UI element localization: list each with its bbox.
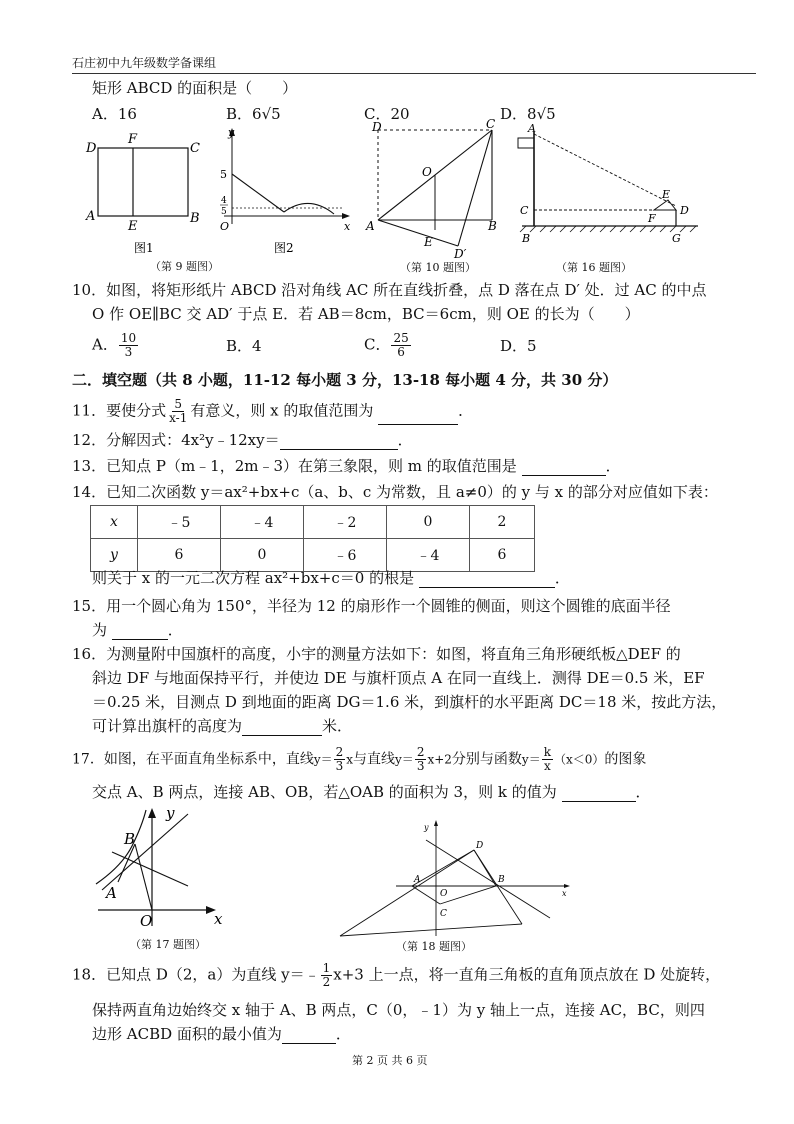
- q14-text: 14．已知二次函数 y＝ax²+bx+c（a、b、c 为常数，且 a≠0）的 y 与 x 的部分对应值如下表：: [72, 483, 718, 501]
- fig16-label-c: C: [520, 204, 529, 217]
- q17-answer-blank: [562, 785, 636, 802]
- fig2-label-o: O: [220, 220, 230, 233]
- fig17-caption: （第 17 题图）: [130, 938, 206, 951]
- fig18-label-b: B: [498, 875, 505, 885]
- q10-line1: 10．如图，将矩形纸片 ABCD 沿对角线 AC 所在直线折叠，点 D 落在点 D′ 处．过 AC 的中点: [72, 281, 707, 299]
- fig10-label-e: E: [424, 235, 433, 249]
- fig16-label-d: D: [680, 204, 689, 217]
- header-rule: [72, 73, 756, 74]
- figure-10: [362, 118, 512, 260]
- fig10-label-b: B: [488, 219, 497, 233]
- table-row: x ﹣5 ﹣4 ﹣2 0 2: [91, 506, 535, 539]
- fig1-label-d: D: [86, 141, 97, 156]
- fig2-name: 图2: [274, 241, 294, 255]
- fig10-caption: （第 10 题图）: [400, 261, 476, 274]
- fig16-label-b: B: [522, 232, 531, 245]
- q9-stem: 矩形 ABCD 的面积是（ ）: [92, 79, 298, 97]
- q10-line2: O 作 OE∥BC 交 AD′ 于点 E．若 AB＝8cm，BC＝6cm，则 OE 的长为（ ）: [92, 305, 640, 323]
- fig17-label-o: O: [140, 912, 153, 930]
- q16-line3: ＝0.25 米，目测点 D 到地面的距离 DG＝1.6 米，到旗杆的水平距离 DC＝18 米，按此方法，: [92, 693, 727, 711]
- q15-answer-blank: [112, 623, 168, 640]
- page-footer: 第 2 页 共 6 页: [352, 1054, 428, 1067]
- q9-opt-c: C．20: [364, 105, 410, 123]
- fig17-label-y: y: [166, 806, 175, 822]
- q18-answer-blank: [282, 1027, 336, 1044]
- fig18-label-a: A: [414, 875, 421, 885]
- q16-answer-blank: [242, 719, 322, 736]
- fig18-label-o: O: [440, 889, 448, 899]
- fig2-label-x: x: [344, 220, 351, 233]
- fig18-label-y: y: [424, 823, 429, 832]
- q13: 13．已知点 P（m﹣1，2m﹣3）在第三象限，则 m 的取值范围是 ．: [72, 457, 621, 475]
- q13-answer-blank: [522, 459, 606, 476]
- figure-16: [516, 124, 706, 258]
- fig1-label-e: E: [128, 219, 138, 234]
- header-school: 石庄初中九年级数学备课组: [72, 56, 217, 70]
- q18-line3: 边形 ACBD 面积的最小值为 ．: [92, 1025, 351, 1043]
- fig2-label-4: 4: [221, 196, 227, 206]
- fig17-label-x: x: [214, 910, 223, 928]
- fig2-label-5: 5: [220, 168, 227, 181]
- fig18-caption: （第 18 题图）: [396, 940, 472, 953]
- q16-line2: 斜边 DF 与地面保持平行，并使边 DE 与旗杆顶点 A 在同一直线上．测得 DE＝0.5 米，EF: [92, 669, 705, 687]
- q14-answer-blank: [419, 571, 555, 588]
- fig1-label-f: F: [128, 132, 138, 147]
- q18-line2: 保持两直角边始终交 x 轴于 A、B 两点，C（0，﹣1）为 y 轴上一点，连接 AC，BC，则四: [92, 1001, 705, 1019]
- fig10-label-c: C: [486, 118, 496, 131]
- fig2-label-y: y: [228, 126, 235, 139]
- q17-line2: 交点 A、B 两点，连接 AB、OB，若△OAB 的面积为 3，则 k 的值为 ．: [92, 783, 651, 801]
- figure-2: [214, 124, 354, 258]
- q14-after: 则关于 x 的一元二次方程 ax²+bx+c＝0 的根是 ．: [92, 569, 570, 587]
- fig16-label-g: G: [672, 232, 681, 245]
- q12: 12．分解因式：4x²y﹣12xy＝ ．: [72, 431, 413, 449]
- fig1-label-b: B: [190, 211, 200, 226]
- q10-opt-a: A． $\frac{10}{3}$: [92, 331, 137, 359]
- fig16-label-e: E: [662, 188, 671, 201]
- q9-opt-d: D．8√5: [500, 105, 556, 123]
- fig17-label-b: B: [124, 830, 136, 848]
- fig10-label-dprime: D′: [454, 247, 467, 260]
- q9-opt-b: B．6√5: [226, 105, 281, 123]
- fig16-caption: （第 16 题图）: [556, 261, 632, 274]
- q17-line1: 17．如图，在平面直角坐标系中，直线y＝ $\frac{2}{3}$ x与直线y＝ $\frac{2}{3}$ x+2分别与函数y＝ $\frac{k}{x}$ （x＜0）的图象: [72, 745, 647, 773]
- q9-opt-a: A．16: [92, 105, 137, 123]
- q18-line1: 18．已知点 D（2，a）为直线 y＝﹣ $\frac{1}{2}$ x+3 上一点，将一直角三角板的直角顶点放在 D 处旋转，: [72, 961, 721, 989]
- fig16-label-a: A: [528, 124, 536, 135]
- figure-18: [336, 818, 576, 940]
- fig17-label-a: A: [106, 884, 117, 902]
- q10-opt-d: D．5: [500, 337, 537, 355]
- q16-line1: 16．为测量附中国旗杆的高度，小宇的测量方法如下：如图，将直角三角形硬纸板△DEF 的: [72, 645, 681, 663]
- fig1-label-c: C: [190, 141, 200, 156]
- q11-answer-blank: [378, 408, 458, 425]
- table-row: y 6 0 ﹣6 ﹣4 6: [91, 539, 535, 572]
- fig10-label-d: D: [372, 120, 382, 134]
- q14-table: [90, 505, 535, 572]
- fig10-label-o: O: [422, 165, 432, 179]
- fig10-label-a: A: [366, 219, 375, 233]
- fig18-label-c: C: [440, 909, 447, 919]
- figure-1: [84, 128, 214, 258]
- q15-line1: 15．用一个圆心角为 150°，半径为 12 的扇形作一个圆锥的侧面，则这个圆锥的底面半径: [72, 597, 671, 615]
- section-2-title: 二．填空题（共 8 小题，11-12 每小题 3 分，13-18 每小题 4 分，共 30 分）: [72, 371, 618, 389]
- q10-opt-c: C． $\frac{25}{6}$: [364, 331, 409, 359]
- q11: 11．要使分式 $\frac{5}{x-1}$ 有意义，则 x 的取值范围为 ．: [72, 397, 474, 425]
- q15-line2: 为 ．: [92, 621, 183, 639]
- fig1-label-a: A: [86, 209, 96, 224]
- fig18-label-d: D: [476, 841, 484, 851]
- q16-line4: 可计算出旗杆的高度为 米．: [92, 717, 353, 735]
- q12-answer-blank: [280, 433, 398, 450]
- q10-opt-b: B．4: [226, 337, 262, 355]
- fig18-label-x: x: [562, 889, 567, 898]
- fig1-name: 图1: [134, 241, 154, 255]
- fig9-caption: （第 9 题图）: [150, 260, 219, 273]
- fig16-label-f: F: [648, 212, 656, 225]
- fig2-label-5b: 5: [221, 207, 227, 217]
- figure-17: [92, 806, 232, 936]
